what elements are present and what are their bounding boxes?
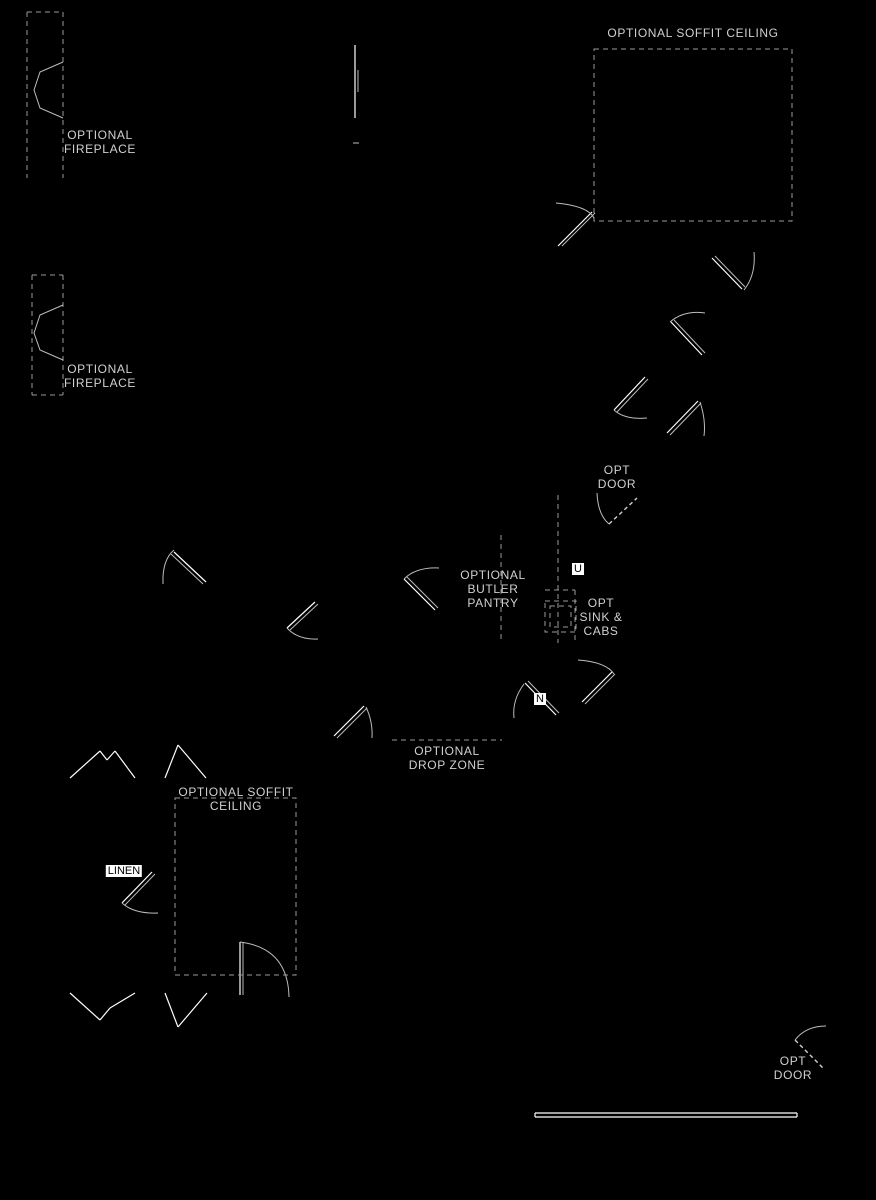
butler-pantry-label: OPTIONAL BUTLER PANTRY: [460, 568, 526, 610]
soffit-ceiling-bottom: [175, 798, 296, 975]
tag-linen: LINEN: [107, 865, 141, 877]
drop-zone-label: OPTIONAL DROP ZONE: [408, 744, 486, 772]
bottom-wall: [535, 1113, 797, 1117]
opt-sink-label: OPT SINK & CABS: [579, 596, 623, 638]
wall-stub: [353, 45, 359, 143]
opt-door-label-1: OPT DOOR: [597, 463, 637, 491]
door-swings: [70, 203, 826, 1068]
soffit-bottom-label: OPTIONAL SOFFIT CEILING: [178, 785, 294, 813]
opt-door-label-2: OPT DOOR: [773, 1054, 813, 1082]
tag-u: U: [574, 563, 582, 575]
soffit-top-label: OPTIONAL SOFFIT CEILING: [607, 26, 779, 40]
tag-n: N: [536, 693, 544, 705]
fireplace-outline-2: [32, 275, 63, 395]
fireplace-label-1: OPTIONAL FIREPLACE: [63, 128, 137, 156]
fireplace-label-2: OPTIONAL FIREPLACE: [63, 362, 137, 390]
soffit-ceiling-top: [594, 49, 792, 221]
fireplace-outline-1: [27, 12, 63, 178]
